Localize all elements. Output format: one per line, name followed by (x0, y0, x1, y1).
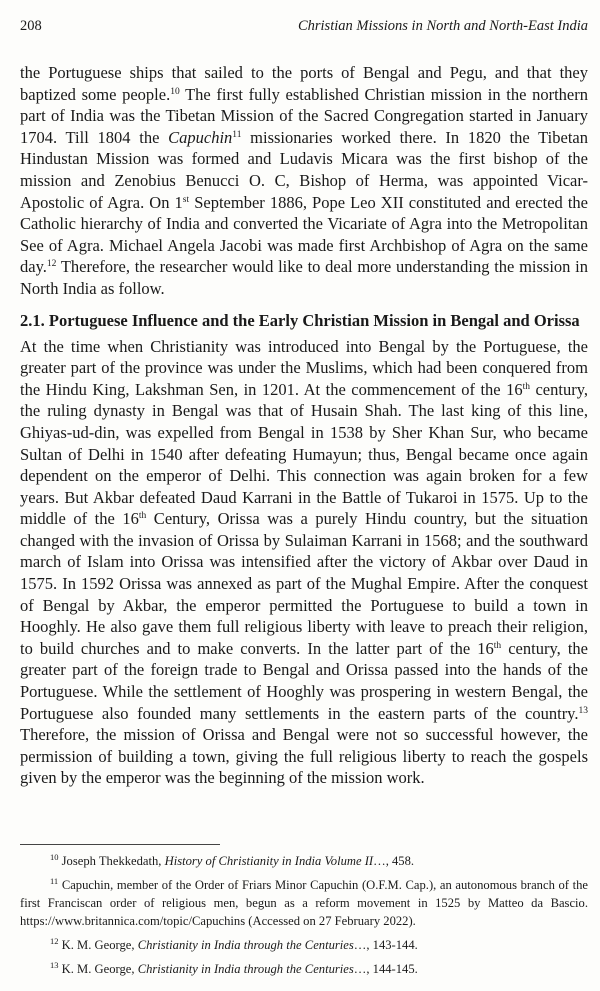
text-run: missionaries worked there. In 1820 the Tibetan Hindustan Mission was formed and Ludavis Micara was the first bishop of the mission and Zenobius Benucci O. C, Bishop of Herma, was appointed Vicar-Apostolic of Agra. On 1 (20, 127, 588, 212)
footnote-pages: …, 144-145. (353, 962, 418, 976)
footnote-11 (20, 876, 588, 930)
page-number: 208 (20, 18, 42, 34)
page-body (20, 62, 588, 789)
ordinal-suffix: th (493, 640, 502, 651)
footnote-12 (20, 936, 588, 954)
footnote-ref-13: 13 (578, 705, 588, 716)
ordinal-suffix: th (522, 381, 530, 392)
footnote-text: Capuchin, member of the Order of Friars Minor Capuchin (O.F.M. Cap.), an autonomous branch of the first Franciscan order of religious men, begun as a reform movement in 1525 by Matteo da Bascio. https://www.britannica.com/topic/Capuchins (Accessed on 27 February 2022). (20, 878, 588, 928)
footnote-title: Christianity in India through the Centuries (137, 938, 354, 952)
text-run: The first fully established Christian mission in the northern part of India was the Tibetan Mission of the Sacred Congregation started in January 1704. Till 1804 the (20, 84, 588, 147)
ordinal-suffix: th (138, 511, 147, 522)
page-header (20, 18, 588, 38)
text-run: century, the ruling dynasty in Bengal was that of Husain Shah. The last king of this line, Ghiyas-ud-din, was expelled from Bengal in 1538 by Sher Khan Sur, who became Sultan of Delhi in 1540 after defeating Humayun; thus, Bengal became once again dependent on the emperor of Delhi. This connection was again broken for a few years. But Akbar defeated Daud Karrani in the Battle of Tukaroi in 1575. Up to the middle of the 16 (20, 379, 589, 529)
footnote-pages: …, 458. (373, 854, 415, 868)
footnote-number: 11 (50, 876, 59, 886)
footnote-number: 12 (50, 936, 59, 946)
italic-term-capuchin: Capuchin (168, 127, 233, 147)
footnote-13 (20, 960, 588, 978)
footnote-divider (20, 844, 220, 845)
footnote-10 (20, 852, 588, 870)
footnote-pages: …, 143-144. (353, 938, 418, 952)
footnote-author: K. M. George, (61, 938, 138, 952)
text-run: the Portuguese ships that sailed to the ports of Bengal and Pegu, and that they baptized some people. (20, 63, 588, 104)
text-run: September 1886, Pope Leo XII constituted and erected the Catholic hierarchy of India and converted the Vicariate of Agra into the Metropolitan See of Agra. Michael Angela Jacobi was made first Archbishop of Agra on the same day. (20, 192, 588, 277)
running-title: Christian Missions in North and North-East India (297, 18, 588, 34)
footnote-ref-12: 12 (46, 259, 57, 270)
text-run: Century, Orissa was a purely Hindu country, but the situation changed with the invasion of Orissa by Sulaiman Karrani in 1568; and the southward march of Islam into Orissa was intensified after the victory of Akbar over Daud in 1575. In 1592 Orissa was annexed as part of the Mughal Empire. After the conquest of Bengal by Akbar, the emperor permitted the Portuguese to build a town in Hooghly. He also gave them full religious liberty with leave to preach their religion, to build churches and to make converts. In the latter part of the 16 (20, 509, 588, 658)
footnote-ref-11: 11 (232, 129, 242, 140)
text-run: Therefore, the researcher would like to deal more understanding the mission in North India as follow. (20, 257, 588, 298)
footnote-title: Christianity in India through the Centuries (137, 962, 354, 976)
paragraph-intro (20, 62, 588, 300)
footnote-author: Joseph Thekkedath, (61, 854, 165, 868)
footnotes (20, 852, 588, 984)
footnote-number: 13 (50, 960, 59, 970)
ordinal-suffix: st (182, 194, 190, 205)
footnote-number: 10 (50, 852, 59, 862)
footnote-title: History of Christianity in India Volume II (164, 854, 374, 868)
section-heading: 2.1. Portuguese Influence and the Early Christian Mission in Bengal and Orissa (20, 310, 580, 330)
paragraph-bengal-orissa (20, 336, 588, 789)
text-run: At the time when Christianity was introduced into Bengal by the Portuguese, the greater part of the province was under the Muslims, which had been conquered from the Hindu King, Lakshman Sen, in 1201. At the commencement of the 16 (20, 336, 588, 399)
text-run: Therefore, the mission of Orissa and Bengal were not so successful however, the permission of building a town, giving the full religious liberty to reach the gospels given by the emperor was the beginning of the mission work. (20, 725, 588, 788)
footnote-ref-10: 10 (170, 86, 180, 97)
text-run: century, the greater part of the foreign trade to Bengal and Orissa passed into the hands of the Portuguese. While the settlement of Hooghly was prospering in western Bengal, the Portuguese also founded many settlements in the eastern parts of the country. (20, 638, 588, 723)
footnote-author: K. M. George, (61, 962, 138, 976)
